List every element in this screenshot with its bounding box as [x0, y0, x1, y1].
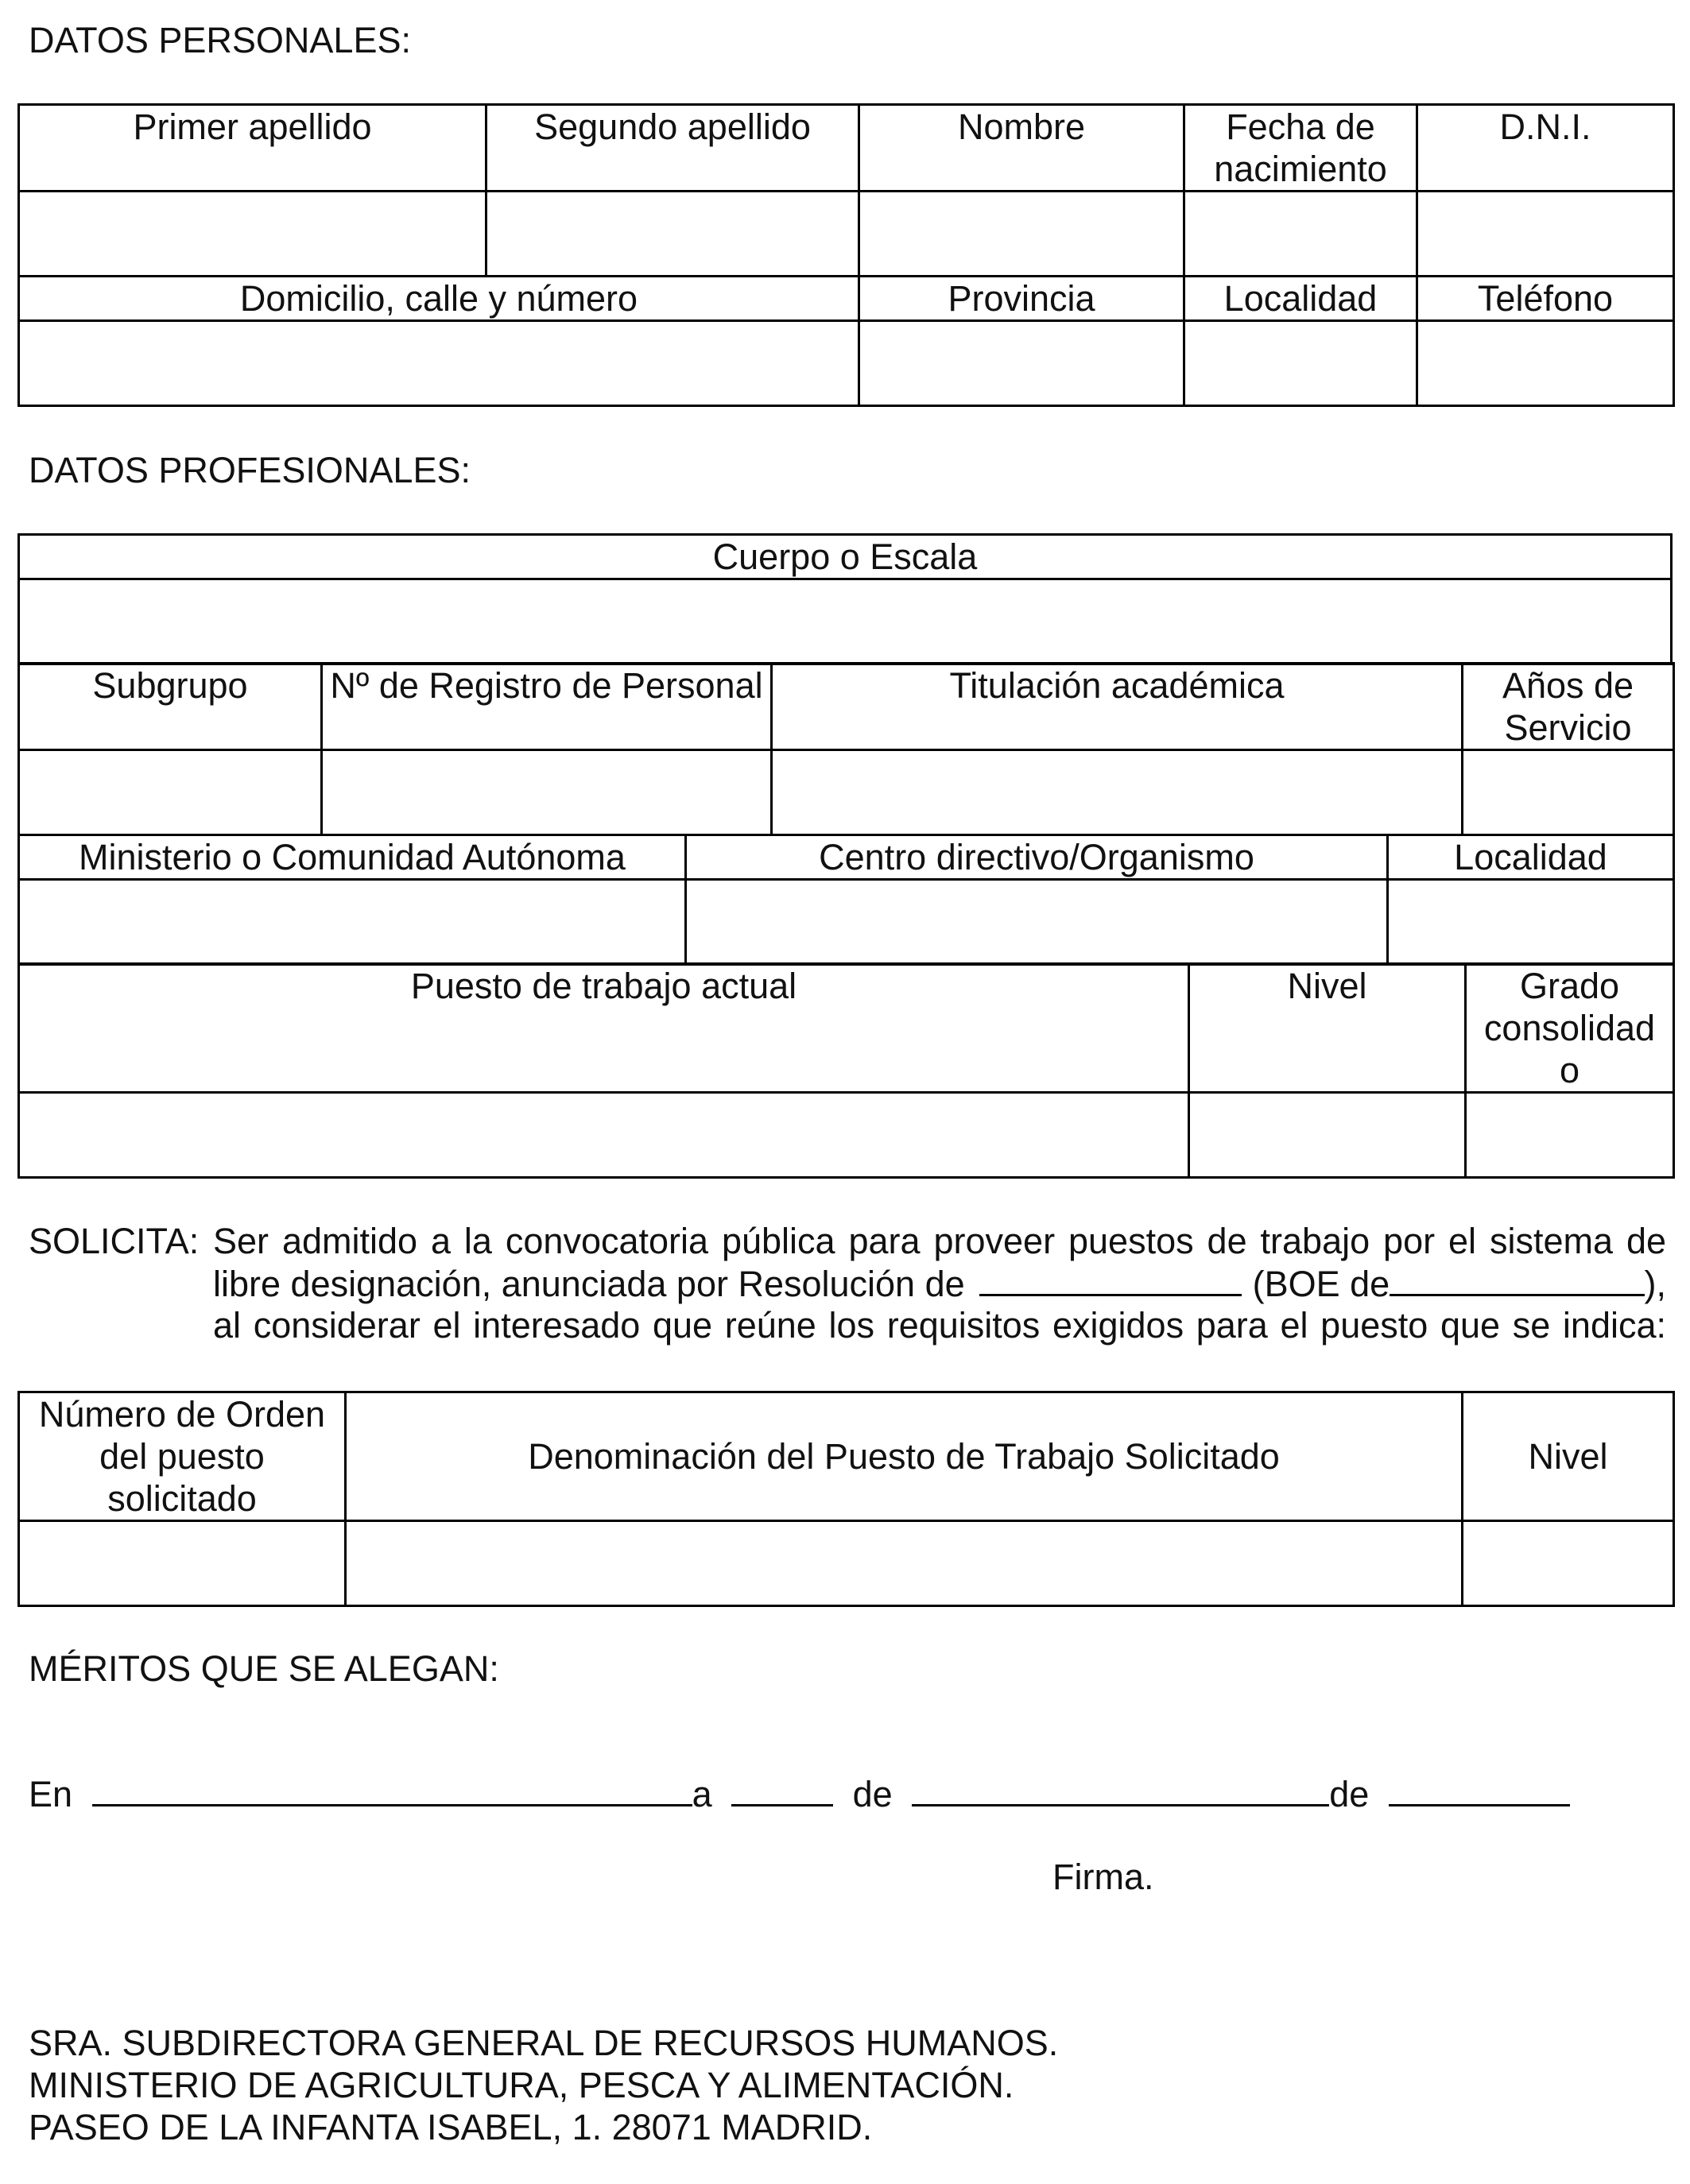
nivel-actual-field[interactable]: [1189, 1093, 1466, 1178]
place-date-line: [29, 1772, 1539, 1814]
label-domicilio: Domicilio, calle y número: [19, 277, 859, 321]
label-centro-directivo: Centro directivo/Organismo: [686, 835, 1388, 880]
primer-apellido-field[interactable]: [19, 192, 486, 277]
recipient-block: [29, 2022, 1058, 2148]
nombre-field[interactable]: [859, 192, 1184, 277]
segundo-apellido-field[interactable]: [486, 192, 859, 277]
localidad-field[interactable]: [1184, 321, 1417, 406]
solicita-line-1: Ser admitido a la convocatoria pública para proveer puestos de trabajo por el sistema de: [213, 1221, 1666, 1261]
day-blank[interactable]: [731, 1772, 833, 1806]
solicita-boe-label: (BOE de: [1252, 1264, 1390, 1304]
domicilio-field[interactable]: [19, 321, 859, 406]
subgrupo-header-row: [19, 664, 1674, 750]
puesto-value-row: [19, 1093, 1674, 1178]
nivel-solicitado-field[interactable]: [1463, 1521, 1674, 1606]
label-ministerio: Ministerio o Comunidad Autónoma: [19, 835, 686, 880]
label-grado-consolidado: Grado consolidad o: [1466, 964, 1674, 1093]
recipient-line-3: PASEO DE LA INFANTA ISABEL, 1. 28071 MADRID.: [29, 2107, 873, 2147]
solicita-line-2-text: libre designación, anunciada por Resolución de: [213, 1264, 965, 1304]
a-label: a: [692, 1774, 712, 1814]
personal-value-row: [19, 192, 1674, 277]
label-telefono: Teléfono: [1417, 277, 1674, 321]
ministerio-field[interactable]: [19, 880, 686, 965]
year-blank[interactable]: [1389, 1772, 1570, 1806]
address-header-row: [19, 277, 1674, 321]
recipient-line-2: MINISTERIO DE AGRICULTURA, PESCA Y ALIMENTACIÓN.: [29, 2065, 1014, 2105]
label-fecha-nacimiento: Fecha de nacimiento: [1184, 105, 1417, 192]
cuerpo-escala-field[interactable]: [19, 579, 1672, 664]
fecha-nacimiento-field[interactable]: [1184, 192, 1417, 277]
month-blank[interactable]: [912, 1772, 1329, 1806]
address-value-row: [19, 321, 1674, 406]
firma-label: Firma.: [1052, 1857, 1154, 1897]
solicita-line-2-end: ),: [1644, 1264, 1666, 1304]
label-denominacion-puesto: Denominación del Puesto de Trabajo Solicitado: [346, 1392, 1463, 1521]
grado-consolidado-field[interactable]: [1466, 1093, 1674, 1178]
label-provincia: Provincia: [859, 277, 1184, 321]
label-segundo-apellido: Segundo apellido: [486, 105, 859, 192]
professional-subgrupo-table: [17, 662, 1675, 836]
requested-value-row: [19, 1521, 1674, 1606]
meritos-heading: MÉRITOS QUE SE ALEGAN:: [29, 1648, 499, 1689]
resolucion-date-blank[interactable]: [979, 1262, 1242, 1296]
denominacion-puesto-field[interactable]: [346, 1521, 1463, 1606]
place-blank[interactable]: [92, 1772, 692, 1806]
provincia-field[interactable]: [859, 321, 1184, 406]
telefono-field[interactable]: [1417, 321, 1674, 406]
label-primer-apellido: Primer apellido: [19, 105, 486, 192]
numero-orden-field[interactable]: [19, 1521, 346, 1606]
professional-cuerpo-table: [17, 533, 1673, 665]
label-nivel-solicitado: Nivel: [1463, 1392, 1674, 1521]
registro-personal-field[interactable]: [322, 750, 772, 835]
requested-position-table: [17, 1391, 1675, 1607]
label-nombre: Nombre: [859, 105, 1184, 192]
solicita-line-3: al considerar el interesado que reúne los requisitos exigidos para el puesto que se indica:: [213, 1305, 1666, 1346]
label-nivel-actual: Nivel: [1189, 964, 1466, 1093]
personal-data-heading: DATOS PERSONALES:: [29, 20, 411, 60]
puesto-header-row: [19, 964, 1674, 1093]
label-anos-servicio: Años de Servicio: [1463, 664, 1674, 750]
solicita-paragraph: [29, 1220, 1666, 1346]
solicita-label: SOLICITA:: [29, 1221, 200, 1261]
label-titulacion: Titulación académica: [772, 664, 1463, 750]
solicita-line-2: [213, 1262, 1666, 1305]
professional-ministerio-table: [17, 834, 1675, 966]
puesto-actual-field[interactable]: [19, 1093, 1189, 1178]
recipient-line-1: SRA. SUBDIRECTORA GENERAL DE RECURSOS HUMANOS.: [29, 2023, 1059, 2063]
subgrupo-field[interactable]: [19, 750, 322, 835]
professional-data-heading: DATOS PROFESIONALES:: [29, 450, 471, 490]
en-label: En: [29, 1774, 73, 1814]
centro-directivo-field[interactable]: [686, 880, 1388, 965]
label-dni: D.N.I.: [1417, 105, 1674, 192]
label-numero-orden: Número de Orden del puesto solicitado: [19, 1392, 346, 1521]
personal-data-table: [17, 103, 1675, 407]
ministerio-value-row: [19, 880, 1674, 965]
anos-servicio-field[interactable]: [1463, 750, 1674, 835]
subgrupo-value-row: [19, 750, 1674, 835]
cuerpo-value-row: [19, 579, 1672, 664]
label-localidad-profesional: Localidad: [1388, 835, 1674, 880]
requested-header-row: [19, 1392, 1674, 1521]
cuerpo-header-row: [19, 535, 1672, 579]
localidad-profesional-field[interactable]: [1388, 880, 1674, 965]
dni-field[interactable]: [1417, 192, 1674, 277]
personal-header-row: [19, 105, 1674, 192]
label-cuerpo-escala: Cuerpo o Escala: [19, 535, 1672, 579]
boe-date-blank[interactable]: [1390, 1262, 1644, 1296]
label-registro-personal: Nº de Registro de Personal: [322, 664, 772, 750]
label-localidad: Localidad: [1184, 277, 1417, 321]
professional-puesto-table: [17, 962, 1675, 1179]
label-subgrupo: Subgrupo: [19, 664, 322, 750]
titulacion-field[interactable]: [772, 750, 1463, 835]
label-puesto-actual: Puesto de trabajo actual: [19, 964, 1189, 1093]
de-label-2: de: [1329, 1774, 1370, 1814]
ministerio-header-row: [19, 835, 1674, 880]
de-label-1: de: [852, 1774, 893, 1814]
